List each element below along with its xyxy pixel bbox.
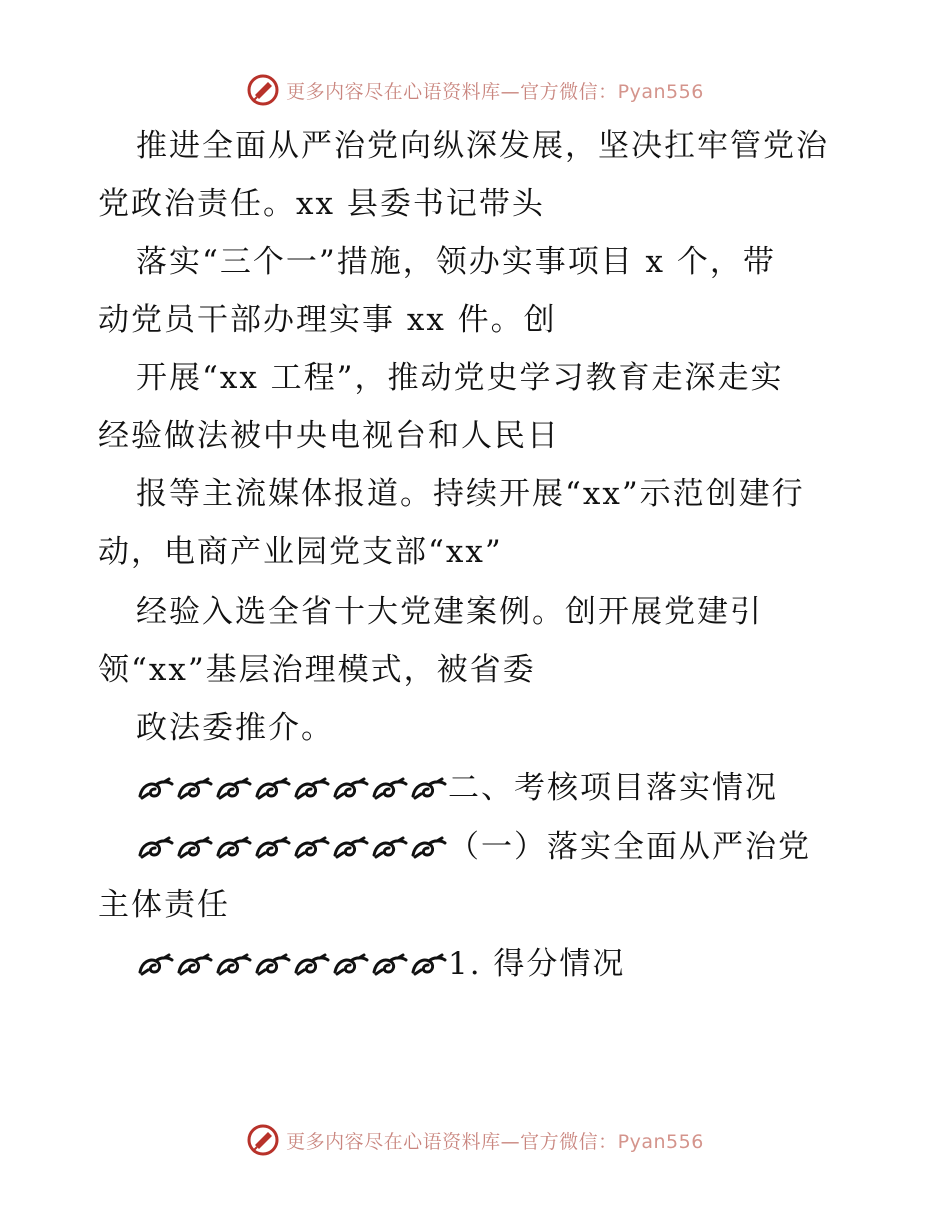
- paragraph-line: 经验做法被中央电视台和人民日: [98, 418, 560, 454]
- paragraph-line: 落实“三个一”措施，领办实事项目 x 个，带: [136, 244, 776, 280]
- corrupted-glyph-icon: [292, 952, 331, 978]
- corrupted-glyph-icon: [409, 952, 448, 978]
- corrupted-glyph-icon: [214, 952, 253, 978]
- watermark-text: 更多内容尽在心语资料库—官方微信：Pyan556: [286, 1130, 704, 1153]
- corrupted-glyph-icon: [253, 952, 292, 978]
- ornament-row: [136, 776, 448, 802]
- corrupted-glyph-icon: [331, 952, 370, 978]
- ornament-row: [136, 952, 448, 978]
- corrupted-glyph-icon: [292, 776, 331, 802]
- paragraph-line: 动党员干部办理实事 xx 件。创: [98, 302, 557, 338]
- header-watermark: [0, 70, 950, 110]
- corrupted-glyph-icon: [409, 835, 448, 861]
- paragraph-line: 报等主流媒体报道。持续开展“xx”示范创建行: [136, 476, 805, 512]
- heading-text: 二、考核项目落实情况: [448, 770, 778, 806]
- corrupted-glyph-icon: [331, 776, 370, 802]
- ornament-row: [136, 835, 448, 861]
- corrupted-glyph-icon: [214, 776, 253, 802]
- paragraph-line: 经验入选全省十大党建案例。创开展党建引: [136, 594, 763, 630]
- paragraph-line: 政法委推介。: [136, 710, 334, 746]
- corrupted-glyph-icon: [370, 952, 409, 978]
- subsection-heading: [136, 827, 811, 867]
- watermark-wechat-id: Pyan556: [617, 80, 704, 103]
- item-heading: [136, 944, 625, 984]
- corrupted-glyph-icon: [175, 952, 214, 978]
- corrupted-glyph-icon: [136, 835, 175, 861]
- footer-watermark: [0, 1120, 950, 1160]
- corrupted-glyph-icon: [136, 952, 175, 978]
- pen-logo-icon: [246, 1123, 280, 1157]
- corrupted-glyph-icon: [370, 835, 409, 861]
- heading-continuation: 主体责任: [98, 887, 230, 923]
- watermark-wechat-id: Pyan556: [617, 1130, 704, 1153]
- paragraph-line: 开展“xx 工程”，推动党史学习教育走深走实: [136, 360, 784, 396]
- heading-text: 1. 得分情况: [448, 946, 626, 982]
- corrupted-glyph-icon: [253, 776, 292, 802]
- corrupted-glyph-icon: [175, 776, 214, 802]
- paragraph-line: 领“xx”基层治理模式，被省委: [98, 652, 536, 688]
- corrupted-glyph-icon: [292, 835, 331, 861]
- corrupted-glyph-icon: [175, 835, 214, 861]
- corrupted-glyph-icon: [331, 835, 370, 861]
- corrupted-glyph-icon: [409, 776, 448, 802]
- paragraph-line: 动，电商产业园党支部“xx”: [98, 534, 503, 570]
- corrupted-glyph-icon: [253, 835, 292, 861]
- corrupted-glyph-icon: [370, 776, 409, 802]
- corrupted-glyph-icon: [136, 776, 175, 802]
- pen-logo-icon: [246, 73, 280, 107]
- section-heading: [136, 768, 778, 808]
- paragraph-line: 推进全面从严治党向纵深发展，坚决扛牢管党治: [136, 128, 829, 164]
- watermark-text: 更多内容尽在心语资料库—官方微信：Pyan556: [286, 80, 704, 103]
- corrupted-glyph-icon: [214, 835, 253, 861]
- heading-text: （一）落实全面从严治党: [448, 829, 811, 865]
- paragraph-line: 党政治责任。xx 县委书记带头: [98, 186, 545, 222]
